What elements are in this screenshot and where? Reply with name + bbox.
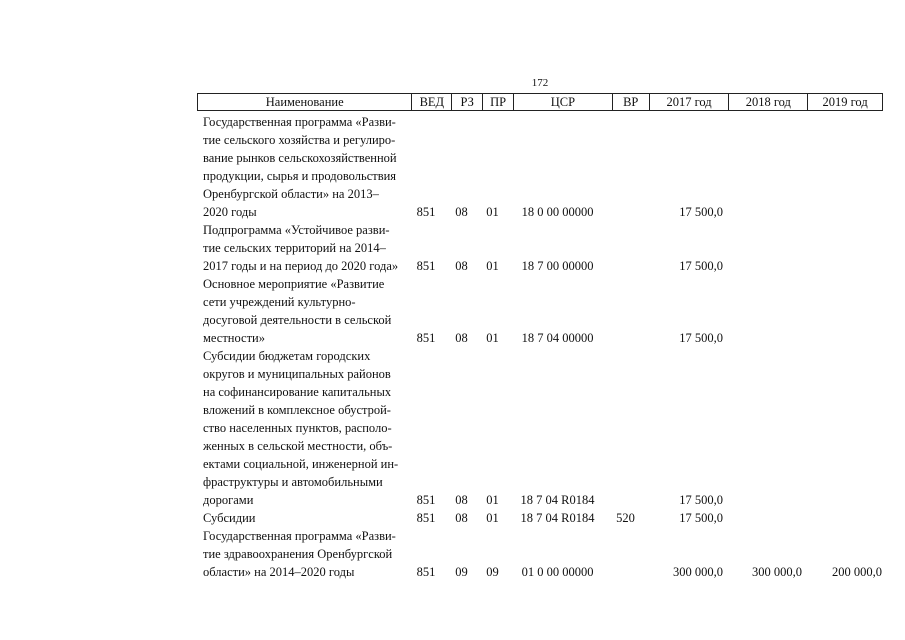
header-name: Наименование [198,94,412,110]
row-pr: 01 [486,205,499,219]
table-row [197,275,883,347]
row-2017: 300 000,0 [673,565,723,579]
row-csr: 18 7 04 R0184 [520,511,595,525]
row-vr: 520 [616,511,635,525]
row-ved: 851 [416,565,436,579]
row-2017: 17 500,0 [679,205,723,219]
row-name: Государственная программа «Разви- тие сельского хозяйства и регулиро- вание рынков сельскохозяйственной продукции, сырья и продовольствия Оренбургской области» на 2013– 2020 годы [203,115,397,219]
row-ved: 851 [416,493,436,507]
page-number: 172 [531,77,549,89]
row-rz: 09 [455,565,468,579]
row-csr: 18 0 00 00000 [521,205,594,219]
row-rz: 08 [455,331,468,345]
table-header [197,93,883,111]
row-ved: 851 [416,259,436,273]
row-name: Основное мероприятие «Развитие сети учреждений культурно- досуговой деятельности в сельской местности» [203,277,392,345]
row-rz: 08 [455,493,468,507]
table-row [197,221,883,275]
row-2018: 300 000,0 [752,565,802,579]
row-2017: 17 500,0 [679,331,723,345]
header-2017: 2017 год [650,94,730,110]
row-pr: 01 [486,493,499,507]
row-rz: 08 [455,259,468,273]
row-name: Государственная программа «Разви- тие здравоохранения Оренбургской области» на 2014–2020 годы [203,529,396,579]
row-2017: 17 500,0 [679,259,723,273]
header-2018: 2018 год [729,94,808,110]
row-csr: 01 0 00 00000 [521,565,594,579]
header-vr: ВР [613,94,650,110]
row-pr: 01 [486,259,499,273]
row-2019: 200 000,0 [832,565,882,579]
header-rz: РЗ [452,94,483,110]
table-body [197,113,883,581]
row-ved: 851 [416,205,436,219]
header-ved: ВЕД [412,94,452,110]
row-2017: 17 500,0 [679,511,723,525]
row-name: Подпрограмма «Устойчивое разви- тие сельских территорий на 2014– 2017 годы и на период до 2020 года» [203,223,399,273]
row-ved: 851 [416,511,436,525]
table-row [197,527,883,581]
row-csr: 18 7 04 00000 [521,331,594,345]
row-rz: 08 [455,511,468,525]
row-rz: 08 [455,205,468,219]
row-pr: 01 [486,511,499,525]
row-csr: 18 7 00 00000 [521,259,594,273]
table-row [197,113,883,221]
row-name: Субсидии бюджетам городских округов и муниципальных районов на софинансирование капитальных вложений в комплексное обустрой- ство населенных пунктов, располо- женных в сельской местности, объ- ектами социальной, инженерной ин- фраструктуры и автомобильными дорогами [203,349,399,507]
row-2017: 17 500,0 [679,493,723,507]
row-pr: 09 [486,565,499,579]
row-pr: 01 [486,331,499,345]
header-csr: ЦСР [514,94,613,110]
row-ved: 851 [416,331,436,345]
table-row [197,509,883,527]
row-name: Субсидии [203,511,256,525]
table-row [197,347,883,509]
row-csr: 18 7 04 R0184 [520,493,595,507]
header-pr: ПР [483,94,514,110]
header-2019: 2019 год [822,95,868,109]
